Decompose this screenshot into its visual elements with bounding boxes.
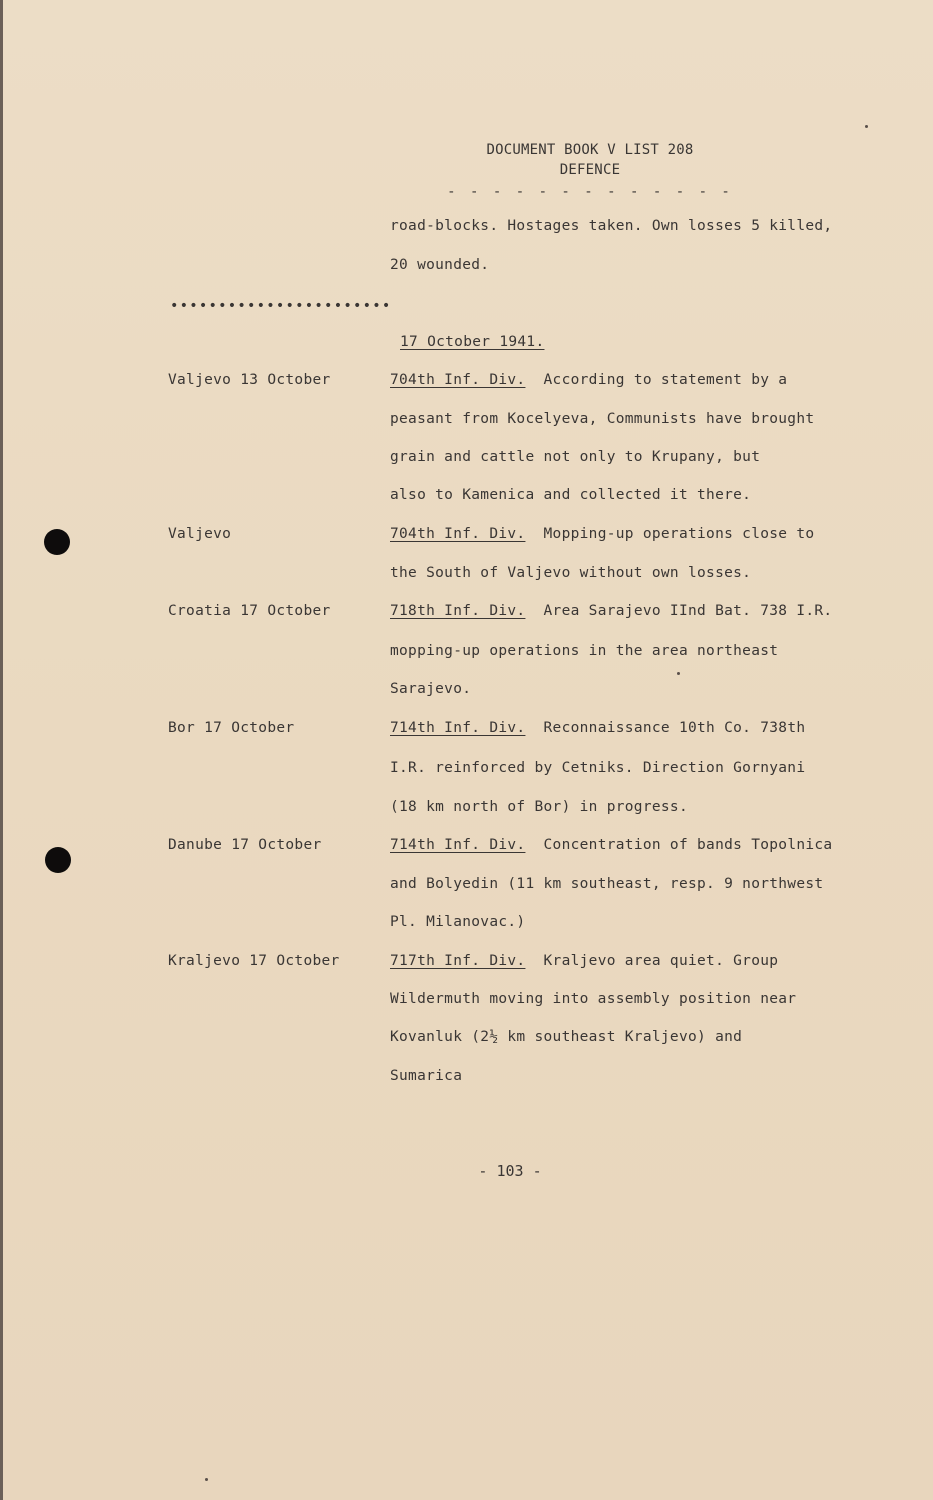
entry-place: Kraljevo 17 October: [168, 953, 340, 969]
entry-unit: 714th Inf. Div.: [390, 837, 526, 853]
entry-text-line: Sarajevo.: [390, 681, 472, 697]
entry-text-line: [390, 603, 832, 619]
entry-text: Mopping-up operations close to: [543, 526, 815, 542]
entry-place: Valjevo 13 October: [168, 372, 331, 388]
entry-text-line: Kovanluk (2½ km southeast Kraljevo) and: [390, 1029, 743, 1045]
entry-text: Concentration of bands Topolnica: [543, 837, 833, 853]
punch-hole: [44, 529, 70, 555]
document-book-title: DOCUMENT BOOK V LIST 208: [486, 142, 694, 158]
header-rule: - - - - - - - - - - - - -: [447, 184, 733, 200]
entry-text-line: and Bolyedin (11 km southeast, resp. 9 northwest: [390, 876, 824, 892]
page-edge: [0, 0, 3, 1500]
continuation-line-1: road-blocks. Hostages taken. Own losses 5 killed,: [390, 218, 833, 234]
entry-text-line: [390, 953, 778, 969]
entry-text-line: [390, 372, 787, 388]
entry-text-line: Wildermuth moving into assembly position near: [390, 991, 797, 1007]
entry-text-line: also to Kamenica and collected it there.: [390, 487, 752, 503]
entry-text-line: peasant from Kocelyeva, Communists have brought: [390, 411, 815, 427]
entry-text: Area Sarajevo IInd Bat. 738 I.R.: [543, 603, 833, 619]
paper-speck: [677, 672, 680, 675]
page-number: - 103 -: [478, 1162, 542, 1180]
entry-unit: 718th Inf. Div.: [390, 603, 526, 619]
entry-text: Reconnaissance 10th Co. 738th: [543, 720, 806, 736]
punch-hole: [45, 847, 71, 873]
continuation-line-2: 20 wounded.: [390, 257, 490, 273]
entry-place: Valjevo: [168, 526, 232, 542]
paper-speck: [205, 1478, 208, 1481]
document-header: [440, 140, 740, 202]
entry-text-line: Sumarica: [390, 1068, 463, 1084]
entry-text: Kraljevo area quiet. Group: [543, 953, 779, 969]
entry-place: Croatia 17 October: [168, 603, 331, 619]
entry-text-line: [390, 720, 805, 736]
dotted-separator: •••••••••••••••••••••••: [170, 298, 392, 314]
paper-speck: [865, 125, 868, 128]
entry-unit: 717th Inf. Div.: [390, 953, 526, 969]
entry-unit: 704th Inf. Div.: [390, 372, 526, 388]
entry-text: According to statement by a: [543, 372, 788, 388]
entry-text-line: (18 km north of Bor) in progress.: [390, 799, 688, 815]
entry-text-line: [390, 837, 832, 853]
entry-text-line: mopping-up operations in the area northeast: [390, 643, 779, 659]
date-heading: 17 October 1941.: [400, 334, 545, 350]
entry-text-line: I.R. reinforced by Cetniks. Direction Gornyani: [390, 760, 806, 776]
entry-unit: 704th Inf. Div.: [390, 526, 526, 542]
entry-text-line: the South of Valjevo without own losses.: [390, 565, 752, 581]
entry-place: Danube 17 October: [168, 837, 322, 853]
entry-text-line: Pl. Milanovac.): [390, 914, 526, 930]
entry-text-line: [390, 526, 814, 542]
entry-place: Bor 17 October: [168, 720, 295, 736]
document-defence-label: DEFENCE: [559, 162, 621, 178]
entry-text-line: grain and cattle not only to Krupany, but: [390, 449, 761, 465]
entry-unit: 714th Inf. Div.: [390, 720, 526, 736]
